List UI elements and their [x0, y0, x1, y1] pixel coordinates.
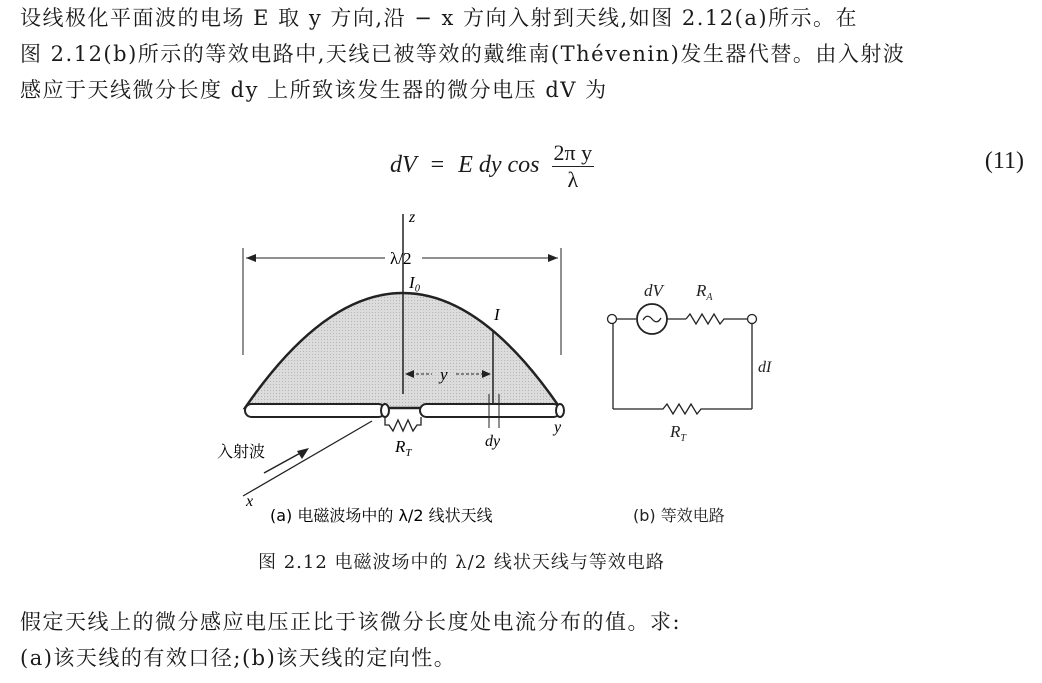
peak-current-label: I₀: [409, 273, 421, 292]
right-terminal: [748, 315, 757, 324]
equation-number: (11): [984, 148, 1024, 174]
left-terminal: [608, 315, 617, 324]
half-wavelength-label: λ/2: [390, 249, 412, 268]
eq-denominator: λ: [567, 167, 579, 192]
antenna-resistor: [686, 314, 747, 324]
equation-11: [390, 140, 594, 193]
subfigure-a-caption: (a) 电磁波场中的 λ/2 线状天线: [270, 506, 493, 525]
load-resistor-label: $R_T$: [395, 437, 412, 459]
y-axis-label: y: [554, 419, 562, 436]
left-dipole-arm: [245, 404, 385, 417]
right-dipole-arm: [420, 404, 560, 417]
question-line-1: 假定天线上的微分感应电压正比于该微分长度处电流分布的值。求:: [20, 610, 682, 634]
element-label: dy: [485, 433, 501, 450]
z-axis-label: z: [409, 209, 416, 226]
eq-equals: =: [430, 152, 445, 179]
figure-2-12: [0, 200, 1042, 540]
incident-wave-label: 入射波: [217, 442, 266, 461]
source-label: dV: [644, 281, 663, 300]
load-resistor: [385, 417, 421, 431]
question-line-2: (a)该天线的有效口径;(b)该天线的定向性。: [20, 646, 457, 670]
paragraph-line-3: 感应于天线微分长度 dy 上所致该发生器的微分电压 dV 为: [20, 78, 608, 102]
figure-caption: 图 2.12 电磁波场中的 λ/2 线状天线与等效电路: [258, 552, 665, 573]
ra-label: $R_A$: [696, 281, 713, 303]
current-di-label: dI: [758, 359, 772, 376]
eq-numerator: 2π y: [553, 140, 593, 165]
eq-fraction: [552, 140, 595, 193]
paragraph-line-1: 设线极化平面波的电场 E 取 y 方向,沿 − x 方向入射到天线,如图 2.12(a)所示。在: [20, 6, 859, 30]
eq-lhs: dV: [390, 152, 417, 179]
equivalent-circuit: [608, 304, 757, 414]
antenna-diagram: [217, 209, 564, 525]
paragraph-line-2: 图 2.12(b)所示的等效电路中,天线已被等效的戴维南(Thévenin)发生器代替。由入射波: [20, 42, 906, 66]
x-axis-label: x: [246, 493, 254, 510]
eq-rhs-prefix: E dy cos: [458, 152, 540, 179]
current-label: I: [494, 305, 500, 324]
subfigure-b-caption: (b) 等效电路: [633, 506, 725, 525]
distance-label: y: [440, 365, 448, 384]
load-resistor-b: [613, 404, 752, 414]
incident-wave-arrow: [297, 448, 309, 459]
rt-label: $R_T$: [670, 422, 686, 444]
